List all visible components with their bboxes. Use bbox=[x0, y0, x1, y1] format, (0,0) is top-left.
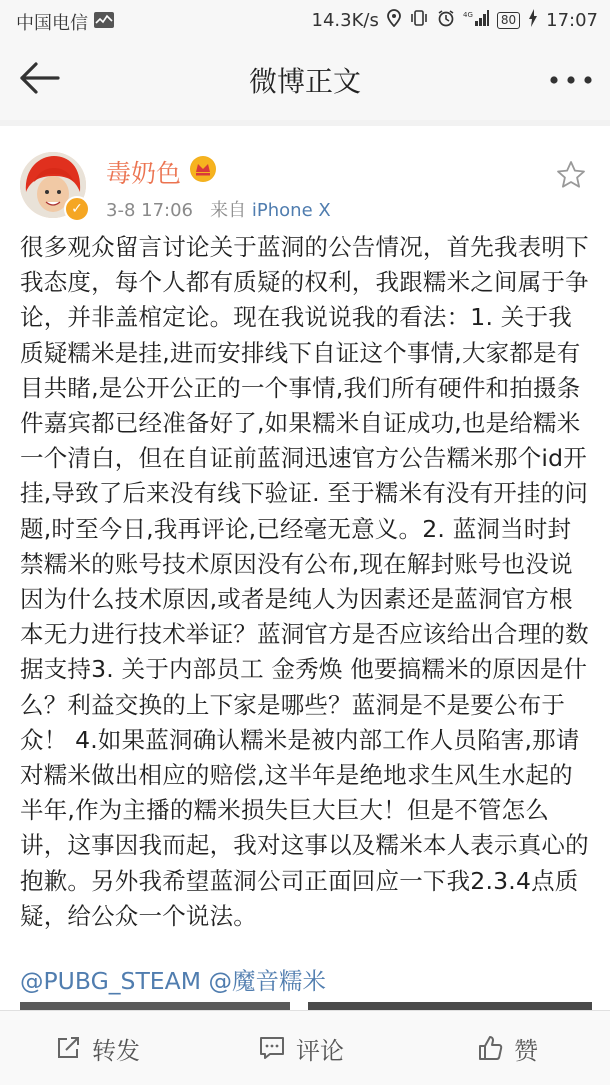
charging-icon bbox=[528, 9, 538, 31]
crown-icon bbox=[190, 156, 216, 182]
favorite-button[interactable] bbox=[556, 160, 586, 190]
like-button[interactable] bbox=[476, 1031, 538, 1065]
svg-text:4G: 4G bbox=[462, 11, 473, 19]
member-crown-icon[interactable] bbox=[190, 156, 216, 182]
more-button[interactable] bbox=[546, 66, 596, 94]
post-card bbox=[0, 126, 610, 1010]
alarm-icon bbox=[437, 9, 455, 31]
top-nav-bar bbox=[0, 40, 610, 120]
post-time: 3-8 17:06 bbox=[106, 200, 193, 221]
activity-icon bbox=[94, 12, 114, 32]
mention-link[interactable]: @PUBG_STEAM bbox=[20, 967, 202, 995]
status-left bbox=[16, 9, 114, 35]
repost-button[interactable] bbox=[54, 1031, 140, 1065]
verified-badge-icon: ✓ bbox=[64, 196, 90, 222]
network-speed: 14.3K/s bbox=[311, 9, 379, 31]
signal-icon bbox=[463, 9, 489, 31]
post-image-thumbnail[interactable] bbox=[20, 1002, 290, 1010]
post-meta bbox=[106, 196, 331, 222]
clock: 17:07 bbox=[546, 9, 598, 31]
post-source[interactable]: iPhone X bbox=[251, 200, 331, 221]
star-icon bbox=[556, 160, 586, 190]
source-prefix: 来自 bbox=[210, 200, 247, 221]
bottom-action-bar bbox=[0, 1010, 610, 1085]
comment-button[interactable] bbox=[258, 1031, 344, 1065]
vibrate-icon bbox=[409, 9, 429, 31]
repost-label: 转发 bbox=[92, 1036, 140, 1065]
page-title: 微博正文 bbox=[248, 65, 361, 98]
post-image-thumbnail[interactable] bbox=[308, 1002, 592, 1010]
carrier-label: 中国电信 bbox=[16, 13, 88, 34]
mention-link[interactable]: @魔音糯米 bbox=[208, 967, 326, 995]
mentions-row bbox=[20, 962, 326, 996]
status-right bbox=[312, 9, 598, 31]
comment-label: 评论 bbox=[296, 1036, 344, 1065]
thumbs-up-icon bbox=[476, 1034, 504, 1062]
location-icon bbox=[387, 9, 401, 31]
comment-icon bbox=[258, 1034, 286, 1062]
post-body: 很多观众留言讨论关于蓝洞的公告情况，首先我表明下我态度，每个人都有质疑的权利，我跟糯米之间属于争论，并非盖棺定论。现在我说说我的看法：1. 关于我质疑糯米是挂,进而安排线下自证这个事情,大家都是有目共睹,是公开公正的一个事情,我们所有硬件和拍摄条件嘉宾都已经准备好了,如果糯米自证成功,也是给糯米一个清白，但在自证前蓝洞迅速官方公告糯米那个id开挂,导致了后来没有线下验证. 至于糯米有没有开挂的问题,时至今日,我再评论,已经毫无意义。2. 蓝洞当时封禁糯米的账号技术原因没有公布,现在解封账号也没说因为什么技术原因,或者是纯人为因素还是蓝洞官方根本无力进行技术举证？蓝洞官方是否应该给出合理的数据支持3. 关于内部员工 金秀焕 他要搞糯米的原因是什么？利益交换的上下家是哪些？蓝洞是不是要公布于众！ 4.如果蓝洞确认糯米是被内部工作人员陷害,那请对糯米做出相应的赔偿,这半年是绝地求生风生水起的半年,作为主播的糯米损失巨大巨大！但是不管怎么讲，这事因我而起，我对这事以及糯米本人表示真心的抱歉。另外我希望蓝洞公司正面回应一下我2.3.4点质疑，给公众一个说法。 bbox=[20, 233, 589, 930]
more-dots-icon bbox=[546, 66, 596, 94]
username[interactable]: 毒奶色 bbox=[106, 159, 182, 188]
like-label: 赞 bbox=[514, 1036, 538, 1065]
battery-indicator: 80 bbox=[497, 12, 520, 29]
status-bar bbox=[0, 0, 610, 40]
repost-icon bbox=[54, 1034, 82, 1062]
